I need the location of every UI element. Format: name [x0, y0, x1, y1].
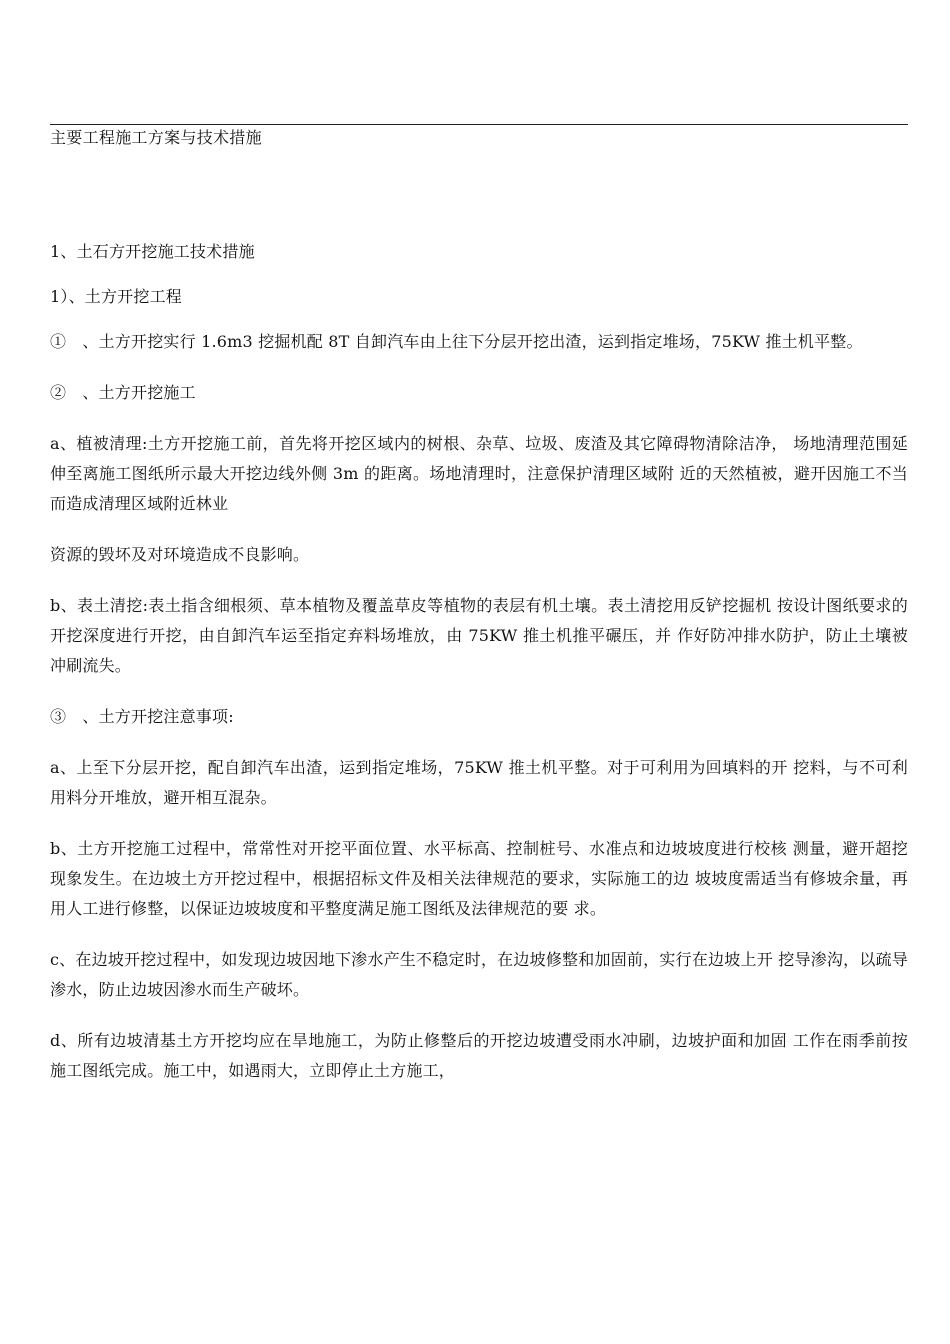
vegetation-clearing-continued: 资源的毁坏及对环境造成不良影响。	[50, 545, 310, 564]
topsoil-excavation-paragraph: b、表土清挖:表土指含细根须、草本植物及覆盖草皮等植物的表层有机土壤。表土清挖用反铲挖掘机 按设计图纸要求的开挖深度进行开挖，由自卸汽车运至指定弃料场堆放，由 75KW 推土机推平碾压，并 作好防冲排水防护，防止土壤被冲刷流失。	[50, 596, 908, 675]
section-heading: 1、土石方开挖施工技术措施	[50, 242, 255, 261]
subsection-heading: 1）、土方开挖工程	[50, 287, 182, 306]
item-3-heading: ③ 、土方开挖注意事项:	[50, 707, 234, 726]
document-title: 主要工程施工方案与技术措施	[50, 128, 262, 147]
slope-seepage-paragraph: c、在边坡开挖过程中，如发现边坡因地下渗水产生不稳定时，在边坡修整和加固前，实行在边坡上开 挖导渗沟，以疏导渗水，防止边坡因渗水而生产破坏。	[50, 950, 908, 999]
vegetation-clearing-paragraph: a、植被清理:土方开挖施工前，首先将开挖区域内的树根、杂草、垃圾、废渣及其它障碍物清除洁净， 场地清理范围延伸至离施工图纸所示最大开挖边线外侧 3m 的距离。场地清理时，注意保护清理区域附 近的天然植被，避开因施工不当而造成清理区域附近林业	[50, 434, 908, 513]
header-rule	[50, 124, 908, 125]
document-body	[50, 237, 908, 1107]
item-1-paragraph: ① 、土方开挖实行 1.6m3 挖掘机配 8T 自卸汽车由上往下分层开挖出渣，运到指定堆场，75KW 推土机平整。	[50, 332, 863, 351]
item-2-heading: ② 、土方开挖施工	[50, 383, 196, 402]
dry-construction-paragraph: d、所有边坡清基土方开挖均应在旱地施工，为防止修整后的开挖边坡遭受雨水冲刷，边坡护面和加固 工作在雨季前按施工图纸完成。施工中，如遇雨大，立即停止土方施工，	[50, 1031, 908, 1080]
excavation-survey-paragraph: b、土方开挖施工过程中，常常性对开挖平面位置、水平标高、控制桩号、水准点和边坡坡度进行校核 测量，避开超挖现象发生。在边坡土方开挖过程中，根据招标文件及相关法律规范的要求，实际施工的边 坡坡度需适当有修坡余量，再用人工进行修整，以保证边坡坡度和平整度满足施工图纸及法律规范的要 求。	[50, 839, 908, 918]
layered-excavation-paragraph: a、上至下分层开挖，配自卸汽车出渣，运到指定堆场，75KW 推土机平整。对于可利用为回填料的开 挖料，与不可利用料分开堆放，避开相互混杂。	[50, 758, 908, 807]
